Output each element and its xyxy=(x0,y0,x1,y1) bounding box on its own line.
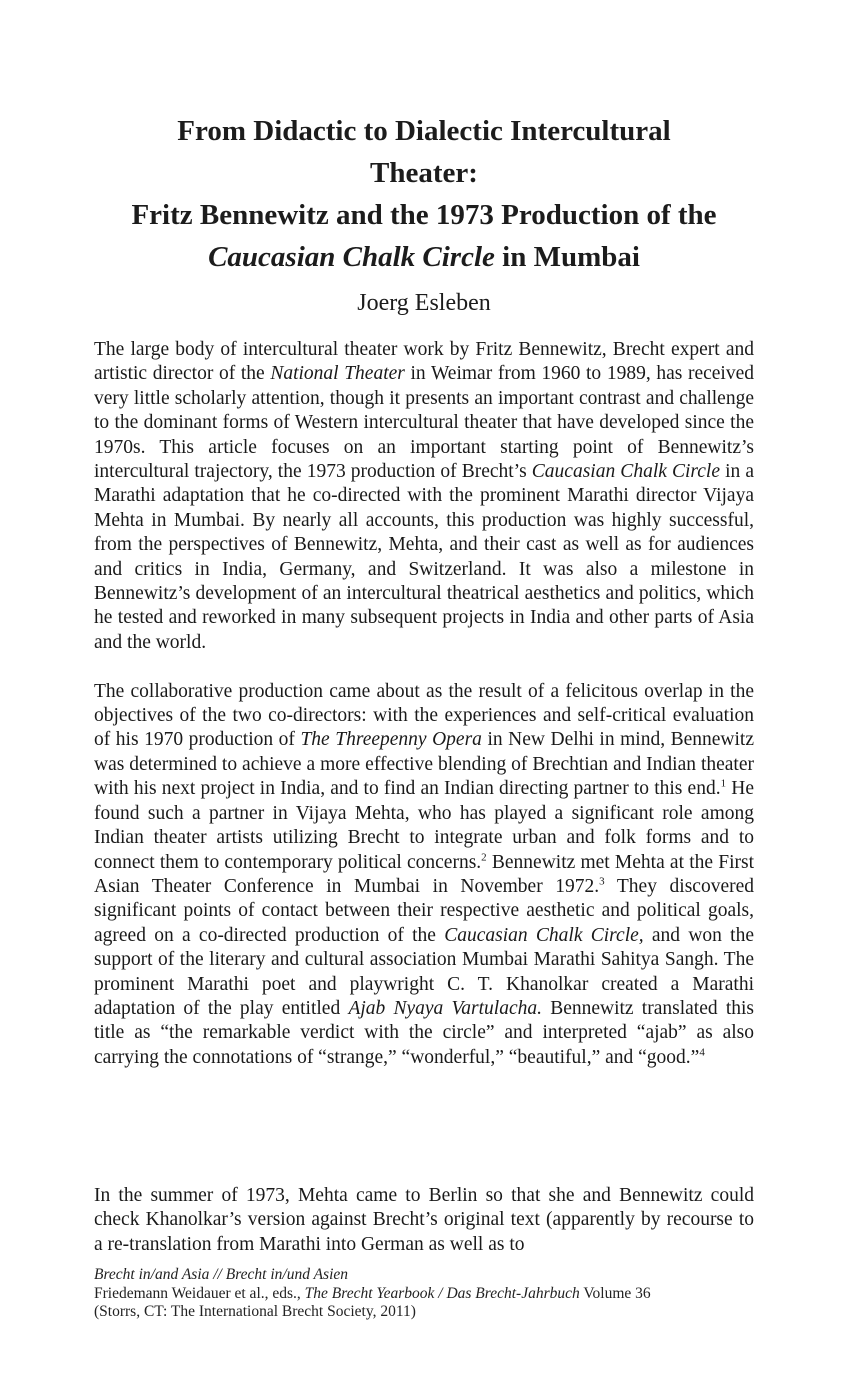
p2-italic-a: The Threepenny Opera xyxy=(300,729,482,751)
p2-text-e: They discovered significant points of contact between their respective aesthetic and political goals, agreed on a co-directed production of the xyxy=(94,875,755,946)
footer-line-1 xyxy=(94,1266,774,1285)
p1-italic-a: National Theater xyxy=(270,363,405,385)
article-title xyxy=(94,110,754,278)
footnote-ref-2[interactable]: 2 xyxy=(481,851,487,864)
p2-italic-e: Caucasian Chalk Circle, xyxy=(444,924,644,946)
footer-yearbook-title: The Brecht Yearbook / Das Brecht-Jahrbuch xyxy=(304,1284,580,1302)
p2-text-a: The collaborative production came about as the result of a felicitous overlap in the objectives of the two co-directors: with the experiences and self-critical evaluation of his 1970 production of xyxy=(94,680,754,751)
p2-text-c: He found such a partner in Vijaya Mehta, who has played a significant role among Indian theater artists utilizing Brecht to integrate urban and folk forms and to connect them to contemporary political concerns. xyxy=(94,778,754,873)
paragraph-2 xyxy=(94,680,754,1071)
title-line-4: in Mumbai xyxy=(494,241,640,273)
p1-italic-b: Caucasian Chalk Circle xyxy=(531,461,720,483)
p1-text-c: in a Marathi adaptation that he co-directed with the prominent Marathi director Vijaya Mehta in Mumbai. By nearly all accounts, this production was highly successful, from the perspectives of Bennewitz, Mehta, and their cast as well as for audiences and critics in India, Germany, and Switzerland. It was also a milestone in Bennewitz’s development of an intercultural theatrical aesthetics and politics, which he tested and reworked in many subsequent projects in India and other parts of Asia and the world. xyxy=(94,461,755,653)
p2-italic-f: Ajab Nyaya Vartulacha. xyxy=(348,997,542,1019)
footer-line-2 xyxy=(94,1285,774,1304)
p2-text-d: Bennewitz met Mehta at the First Asian Theater Conference in Mumbai in November 1972. xyxy=(94,851,754,897)
title-line-3: Fritz Bennewitz and the 1973 Production of the xyxy=(131,199,717,231)
footer-series-title: Brecht in/and Asia // Brecht in/und Asien xyxy=(94,1266,349,1283)
footnote-ref-4[interactable]: 4 xyxy=(699,1046,705,1059)
p1-text-a: The large body of intercultural theater work by Fritz Bennewitz, Brecht expert and artistic director of the xyxy=(94,339,754,385)
p2-text-b: in New Delhi in mind, Bennewitz was determined to achieve a more effective blending of Brechtian and Indian theater with his next project in India, and to find an Indian directing partner to this end. xyxy=(94,729,755,800)
p2-text-f: and won the support of the literary and cultural association Mumbai Marathi Sahitya Sangh. The prominent Marathi poet and playwright C. T. Khanolkar created a Marathi adaptation of the play entitled xyxy=(94,924,754,1019)
paragraph-1 xyxy=(94,338,754,655)
title-line-2: Theater: xyxy=(370,157,478,189)
title-line-1: From Didactic to Dialectic Intercultural xyxy=(177,115,671,147)
footer-line-3: (Storrs, CT: The International Brecht Society, 2011) xyxy=(94,1303,416,1320)
p1-text-b: in Weimar from 1960 to 1989, has received very little scholarly attention, though it presents an important contrast and challenge to the dominant forms of Western intercultural theater that have developed since the 1970s. This article focuses on an important starting point of Bennewitz’s intercultural trajectory, the 1973 production of Brecht’s xyxy=(94,363,754,483)
footer-editors: Friedemann Weidauer et al., eds., xyxy=(94,1284,305,1302)
footnote-ref-1[interactable]: 1 xyxy=(720,777,727,790)
p2-text-g: Bennewitz translated this title as “the remarkable verdict with the circle” and interpreted “ajab” as also carrying the connotations of “strange,” “wonderful,” “beautiful,” and “good.” xyxy=(94,997,754,1068)
title-italic-play: Caucasian Chalk Circle xyxy=(208,241,495,273)
article-page xyxy=(94,110,754,1095)
page-footer xyxy=(94,1266,774,1322)
author-name: Joerg Esleben xyxy=(357,290,491,316)
paragraph-3: In the summer of 1973, Mehta came to Berlin so that she and Bennewitz could check Khanolkar’s version against Brecht’s original text (apparently by recourse to a re-translation from Marathi into German as well as to xyxy=(94,1185,754,1255)
footer-volume: Volume 36 xyxy=(579,1284,651,1302)
footnote-ref-3[interactable]: 3 xyxy=(599,875,605,888)
